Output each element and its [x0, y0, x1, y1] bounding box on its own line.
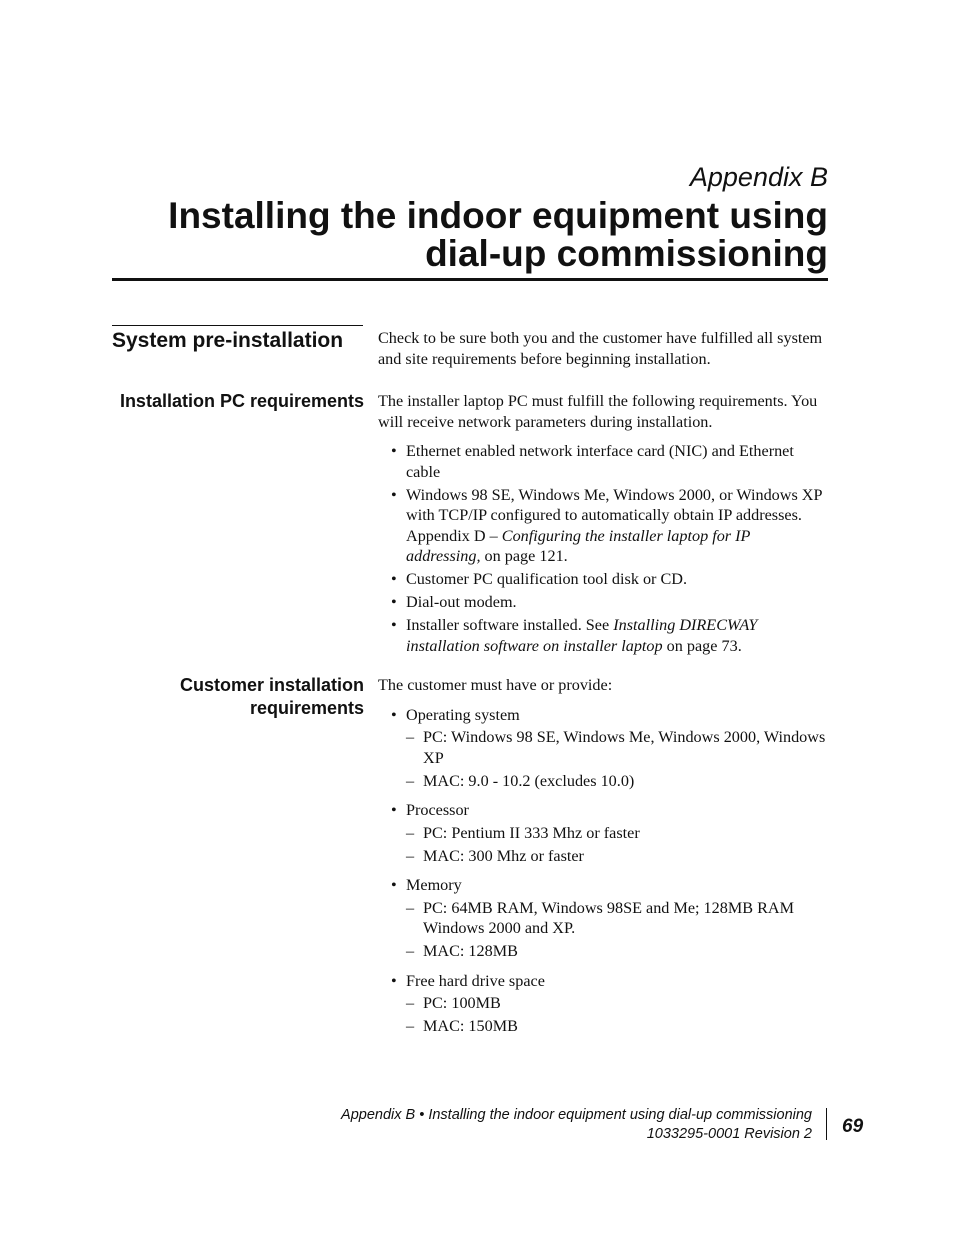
list-item-text: Ethernet enabled network interface card (NIC) and Ethernet cable [406, 442, 794, 481]
section-intro-block [378, 328, 828, 369]
list-item [378, 592, 828, 613]
chapter-title-line2: dial-up commissioning [425, 233, 828, 274]
sub-list [406, 993, 828, 1037]
customer-requirements-block [378, 675, 828, 1046]
list-item-text: on page 73. [662, 636, 742, 655]
sub-list-item: – PC: 100MB [406, 993, 828, 1014]
pc-requirements-intro: The installer laptop PC must fulfill the following requirements. You will receive network parameters during installation. [378, 392, 818, 431]
pc-requirements-list [378, 441, 828, 656]
sub-list [406, 823, 828, 867]
list-item [378, 875, 828, 962]
cross-reference: Installing DIRECWAY installation software on installer laptop [406, 616, 758, 655]
group-label: Operating system [406, 705, 520, 724]
list-item-text: Installer software installed. See [406, 616, 614, 634]
appendix-label: Appendix B [689, 162, 828, 192]
title-rule [112, 278, 828, 281]
list-item-text: Customer PC qualification tool disk or CD. [406, 570, 688, 588]
pc-requirements-heading: Installation PC requirements [119, 391, 364, 411]
customer-requirements-heading-line2: requirements [249, 698, 364, 718]
list-item [378, 441, 828, 482]
list-item [378, 569, 828, 590]
page-number: 69 [842, 1116, 864, 1137]
customer-requirements-heading [104, 674, 364, 720]
section-heading: System pre-installation [112, 329, 344, 352]
list-item [378, 971, 828, 1037]
sub-list-item: – MAC: 9.0 - 10.2 (excludes 10.0) [406, 771, 828, 792]
group-label: Free hard drive space [406, 971, 545, 990]
footer-line2: 1033295-0001 Revision 2 [646, 1126, 812, 1142]
customer-requirements-list [378, 705, 828, 1037]
sub-list-item: – PC: 64MB RAM, Windows 98SE and Me; 128MB RAM Windows 2000 and XP. [406, 898, 828, 939]
sub-list [406, 727, 828, 791]
sub-list-item: – MAC: 300 Mhz or faster [406, 846, 828, 867]
sub-list-item: – PC: Windows 98 SE, Windows Me, Windows 2000, Windows XP [406, 727, 828, 768]
customer-requirements-heading-line1: Customer installation [179, 675, 364, 695]
list-item-text: on page 121. [480, 547, 568, 565]
footer-line1: Appendix B • Installing the indoor equipment using dial-up commissioning [341, 1107, 812, 1123]
list-item [378, 485, 828, 567]
pc-requirements-block [378, 391, 828, 659]
sub-list-item: – PC: Pentium II 333 Mhz or faster [406, 823, 828, 844]
sub-list [406, 898, 828, 962]
list-item [378, 705, 828, 792]
customer-requirements-intro: The customer must have or provide: [378, 676, 613, 694]
group-label: Memory [406, 876, 462, 894]
group-label: Processor [406, 801, 469, 819]
footer-text [341, 1106, 812, 1144]
sub-list-item: – MAC: 150MB [406, 1016, 828, 1037]
list-item [378, 615, 828, 656]
chapter-title [88, 197, 828, 273]
list-item-text: Windows 98 SE, Windows Me, Windows 2000, or Windows XP with TCP/IP configured to automatically obtain IP addresses. Appendix D – [406, 485, 822, 545]
sub-list-item: – MAC: 128MB [406, 941, 828, 962]
section-intro: Check to be sure both you and the customer have fulfilled all system and site requirements before beginning installation. [378, 329, 823, 368]
chapter-title-line1: Installing the indoor equipment using [168, 195, 828, 236]
list-item-text: Dial-out modem. [406, 593, 517, 611]
section-rule [112, 325, 363, 326]
list-item [378, 800, 828, 866]
footer-divider [826, 1108, 827, 1140]
cross-reference: Configuring the installer laptop for IP addressing, [406, 526, 751, 565]
